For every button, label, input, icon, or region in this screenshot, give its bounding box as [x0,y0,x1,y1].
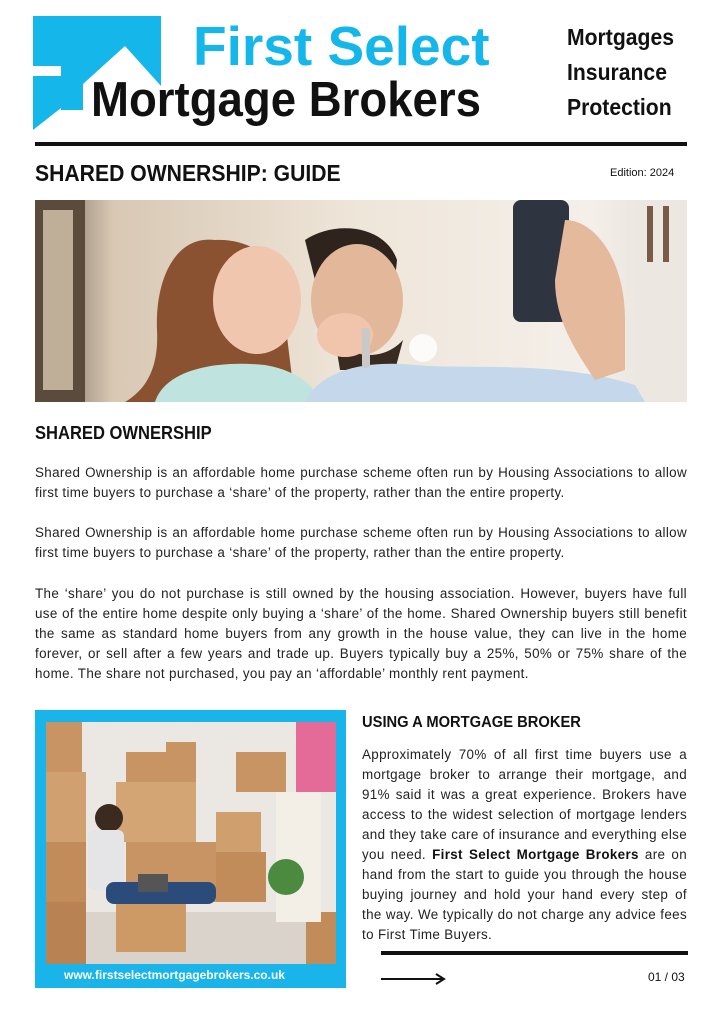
arrow-right-icon [381,972,447,986]
header-divider [35,142,687,146]
brand-name: First Select Mortgage Brokers [432,847,639,862]
hero-photo-couple-selfie [35,200,687,402]
edition-label: Edition: 2024 [610,167,675,179]
moving-boxes-photo [46,722,336,964]
moving-boxes-photo-panel [35,710,346,988]
broker-paragraph [362,745,687,945]
paragraph-2: Shared Ownership is an affordable home purchase scheme often run by Housing Associations to allow first time buyers to purchase a ‘share’ of the property, rather than the entire property. [35,525,687,560]
footer-divider [381,951,688,955]
tagline-list [567,20,674,125]
tagline-insurance: Insurance [567,59,667,85]
page-number: 01 / 03 [648,970,685,984]
tagline-protection: Protection [567,94,672,120]
website-url[interactable]: www.firstselectmortgagebrokers.co.uk [64,968,285,982]
logo-text-first-select: First Select [193,15,490,77]
section-heading-shared-ownership: SHARED OWNERSHIP [35,423,212,443]
broker-text-after: are on hand from the start to guide you through the house buying journey and hold your hand every step of the way. We typically do not charge any advice fees to First Time Buyers. [362,847,688,942]
section-heading-using-a-mortgage-broker: USING A MORTGAGE BROKER [362,714,581,731]
tagline-mortgages: Mortgages [567,24,674,50]
paragraph-3: The ‘share’ you do not purchase is still owned by the housing association. However, buyers have full use of the entire home despite only buying a ‘share’ of the home. Shared Ownership buyers still benefit the same as standard home buyers from any growth in the house value, they can live in the home forever, or sell after a few years and trade up. Buyers typically buy a 25%, 50% or 75% share of the home. The share not purchased, you pay an ‘affordable’ monthly rent payment. [35,586,687,681]
paragraph-1: Shared Ownership is an affordable home purchase scheme often run by Housing Associations to allow first time buyers to purchase a ‘share’ of the property, rather than the entire property. [35,465,687,500]
logo-text-mortgage-brokers: Mortgage Brokers [91,73,481,127]
broker-text-before: Approximately 70% of all first time buyers use a mortgage broker to arrange their mortgage, and 91% said it was a great experience. Brokers have access to the widest selection of mortgage lenders and they take care of insurance and everything else you need. [362,747,687,862]
page-title: SHARED OWNERSHIP: GUIDE [35,160,341,186]
company-logo [33,14,503,132]
